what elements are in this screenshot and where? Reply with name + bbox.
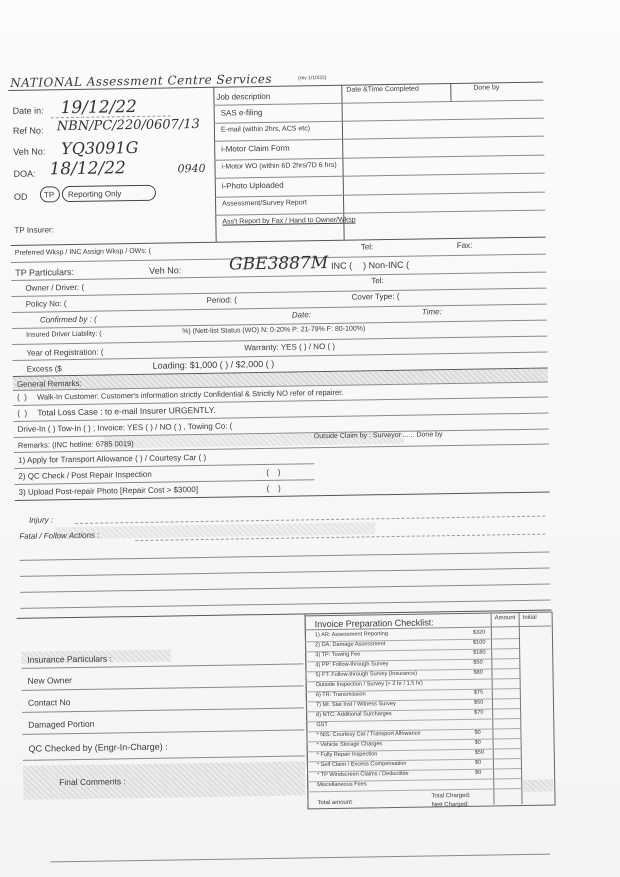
checklist-item-amount: $320 <box>472 629 486 636</box>
total-loss-note: Total Loss Case : to e-mail Insurer URGENTLY. <box>37 404 216 418</box>
job-item: i-Motor Claim Form <box>221 143 290 154</box>
job-item: E-mail (within 2hrs, ACS etc) <box>220 125 311 134</box>
checklist-title: Invoice Preparation Checklist: <box>314 617 434 630</box>
warranty-options: Warranty: YES ( ) / NO ( ) <box>244 341 336 353</box>
bottom-rule <box>23 755 305 760</box>
date-in-label: Date in: <box>12 105 44 116</box>
bottom-rule <box>22 729 304 734</box>
checklist-item-amount: $70 <box>474 709 484 716</box>
checklist-item-label: 3) TP: Towing Fee <box>315 651 361 659</box>
doa-time: 0940 <box>177 161 206 176</box>
job-row-rule <box>214 155 544 161</box>
checklist-item-amount: $100 <box>472 639 486 646</box>
job-description-header: Job description <box>216 91 271 102</box>
checklist-item-amount: $0 <box>474 739 481 746</box>
apply-transport: 1) Apply for Transport Allowance ( ) / Courtesy Car ( ) <box>18 452 207 465</box>
checklist-initial-header: Initial <box>522 614 537 621</box>
qc-check-box: ( ) <box>266 467 281 477</box>
general-remarks-label: General Remarks: <box>16 378 82 389</box>
pref-fax-label: Fax: <box>456 240 473 250</box>
tp-veh-value: GBE3887M <box>228 252 329 275</box>
checklist-item-amount: $75 <box>473 689 484 696</box>
checklist-item-label: 2) DA: Damage Assessment <box>314 641 386 649</box>
outside-claim: Outside Claim by : Surveyor ...... Done by <box>313 431 443 441</box>
checklist-item-amount: $80 <box>473 669 483 676</box>
od-label: OD <box>13 191 28 202</box>
checklist-item-label: 7) MI: Stat Inst / Witness Survey <box>315 700 396 709</box>
loading-options: Loading: $1,000 ( ) / $2,000 ( ) <box>152 358 275 371</box>
blank-rule <box>20 568 550 577</box>
assessment-form <box>8 64 560 812</box>
tp-insurer-label: TP Insurer: <box>14 225 54 235</box>
date-in-value: 19/12/22 <box>60 96 138 119</box>
blank-rule <box>20 552 550 561</box>
reporting-only-label: Reporting Only <box>67 189 122 200</box>
owner-tel-label: Tel: <box>371 276 384 286</box>
checklist-item-label: 1) AR: Assessment Reporting <box>314 631 388 639</box>
upload-photo-box: ( ) <box>266 483 281 493</box>
checklist-item-amount: $50 <box>473 699 484 706</box>
doa-value: 18/12/22 <box>49 158 127 180</box>
job-item: Ass't Report by Fax / Hand to Owner/Wksp <box>222 216 356 226</box>
inc-option: INC ( <box>331 260 353 271</box>
checklist-item-label: Miscellaneous Fees <box>317 781 367 789</box>
bottom-rule <box>22 707 304 712</box>
checklist-item-label: * Fully Repair Inspection <box>316 751 378 759</box>
job-table-done-border <box>450 83 451 101</box>
checklist-item-amount: $50 <box>474 749 485 756</box>
year-registration-label: Year of Registration: ( <box>26 347 104 358</box>
checklist-item-amount: $0 <box>474 729 481 736</box>
form-title: NATIONAL Assessment Centre Services <box>10 71 273 90</box>
insured-driver-label: Insured Driver Liability: ( <box>26 330 102 339</box>
blank-rule <box>20 600 550 609</box>
blank-rule <box>20 584 550 593</box>
upload-photo: 3) Upload Post-repair Photo [Repair Cost > $3000] <box>18 485 199 497</box>
remarks-hotline: Remarks: (INC hotline: 6785 0019) <box>17 439 134 450</box>
checklist-item-label: 8) NTC: Additional Surcharges <box>316 711 392 719</box>
checklist-item-amount: $50 <box>473 659 483 666</box>
veh-no-label: Veh No: <box>13 146 46 157</box>
job-table-left-border <box>213 87 216 242</box>
checklist-amount-header: Amount <box>494 615 516 622</box>
owner-driver-label: Owner / Driver: ( <box>25 282 85 293</box>
checklist-item-label: * Vehicle Storage Charges <box>316 741 383 749</box>
injury-label: Injury : <box>28 515 54 525</box>
pref-tel-label: Tel: <box>360 242 374 252</box>
date-completed-header: Date &Time Completed <box>346 85 419 94</box>
final-comments-label: Final Comments : <box>59 776 126 788</box>
confirmed-by-label: Confirmed by : ( <box>39 314 97 325</box>
checklist-item-amount: $0 <box>474 759 482 766</box>
non-inc-option: ) Non-INC ( <box>363 259 410 271</box>
qc-check: 2) QC Check / Post Repair Inspection <box>18 469 152 481</box>
qc-checked-by-label: QC Checked by (Engr-In-Charge) : <box>28 741 168 754</box>
job-item: i-Motor WO (within 6D 2hrs/7D 6 hrs) <box>221 161 337 171</box>
job-item: SAS e-filing <box>220 108 263 118</box>
checklist-item-amount: $180 <box>473 649 486 656</box>
checklist-item-amount: $0 <box>475 769 482 776</box>
checklist-item-label: 6) TR: Transmission <box>315 691 366 699</box>
policy-no-label: Policy No: ( <box>25 299 67 309</box>
tp-particulars-label: TP Particulars: <box>15 266 75 278</box>
section-rule <box>12 288 547 297</box>
total-charged-label: Total Charged: <box>431 792 471 800</box>
section-rule <box>12 304 547 313</box>
ref-no-value: NBN/PC/220/0607/13 <box>56 116 200 135</box>
bottom-rule <box>21 663 303 668</box>
bottom-rule <box>22 685 304 690</box>
net-charged-label: Nett Charged: <box>431 801 469 809</box>
checklist-item-label: 4) PP: Follow-through Survey <box>315 661 389 669</box>
job-row-rule <box>214 118 544 124</box>
job-row-rule <box>214 136 544 142</box>
new-owner-label: New Owner <box>27 675 73 686</box>
total-loss-checkbox: ( ) <box>17 408 28 418</box>
walk-in-note: Walk-In Customer: Customer's information strictly Confidential & Strictly NO refer of repairer. <box>37 387 344 402</box>
walk-in-checkbox: ( ) <box>17 392 27 402</box>
checklist-item-label: 5) FT: Follow-through Survey (Insurance) <box>315 670 418 679</box>
insurance-particulars-label: Insurance Particulars : <box>27 653 112 665</box>
job-item: Assessment/Survey Report <box>222 199 307 208</box>
job-row-rule <box>215 192 545 198</box>
cover-type-label: Cover Type: ( <box>351 291 400 302</box>
checklist-item-label: * TP Windscreen Claims / Deductible <box>317 770 409 779</box>
done-by-header: Done by <box>473 84 500 92</box>
veh-no-value: YQ3091G <box>61 137 139 159</box>
drive-in-row: Drive-In ( ) Tow-In ( ) ; Invoice: YES ( ) / NO ( ) , Towing Co: ( <box>17 421 233 434</box>
confirmed-time-label: Time: <box>421 307 442 317</box>
checklist-corner-shade <box>522 780 553 792</box>
fatal-label: Fatal / Follow Actions : <box>19 530 100 541</box>
tp-veh-no-label: Veh No: <box>149 265 182 276</box>
footer-rule <box>50 854 550 863</box>
checklist-item-label: * Self Claim / Excess Compensation <box>316 760 407 769</box>
checklist-item-label: GST <box>316 722 328 729</box>
form-code: (rev 1/10/22) <box>298 74 327 82</box>
job-row-rule <box>215 210 545 216</box>
preferred-wksp-label: Preferred Wksp / INC Assign Wksp / OWs: ( <box>14 247 152 257</box>
ncd-status: %) (Nett-list Status (WO) N: 0-20% P: 21-79% F: 80-100%) <box>182 325 366 336</box>
confirmed-date-label: Date: <box>291 310 312 320</box>
doa-label: DOA: <box>13 168 36 179</box>
period-label: Period: ( <box>206 295 237 305</box>
checklist-item-label: * NIS: Courtesy Car / Transport Allowance <box>316 730 421 739</box>
job-item: i-Photo Uploaded <box>221 180 284 191</box>
contact-no-label: Contact No <box>27 697 71 708</box>
ref-no-label: Ref No: <box>12 125 44 136</box>
checklist-item-label: Outside Inspection / Survey (> 2 hr / 1.5 hr) <box>315 680 423 689</box>
checklist-total-label: Total amount <box>317 799 352 807</box>
job-row-rule <box>215 173 545 179</box>
tp-label: TP <box>43 190 55 200</box>
excess-label: Excess ($ <box>26 364 62 374</box>
damaged-portion-label: Damaged Portion <box>28 718 95 730</box>
